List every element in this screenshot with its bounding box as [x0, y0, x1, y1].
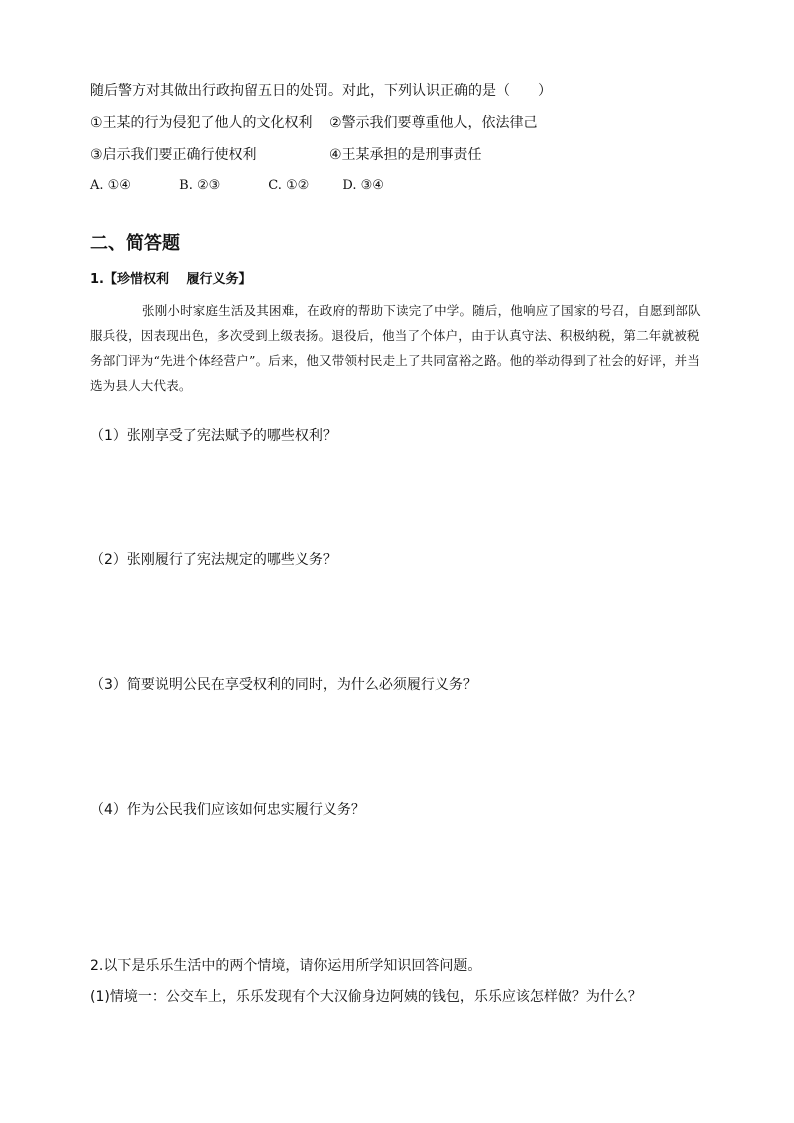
q2-sub1: (1)情境一：公交车上，乐乐发现有个大汉偷身边阿姨的钱包，乐乐应该怎样做？为什么？ [90, 989, 642, 1005]
option-2: ②警示我们要尊重他人，依法律己 [329, 115, 538, 131]
answer-choices [90, 176, 384, 196]
choice-a: A. ①④ [90, 178, 131, 193]
q1-sub4: （4）作为公民我们应该如何忠实履行义务？ [90, 802, 365, 818]
choice-c: C. ①② [268, 178, 310, 193]
option-3: ③启示我们要正确行使权利 [90, 147, 257, 163]
question-stem: 随后警方对其做出行政拘留五日的处罚。对此，下列认识正确的是（ ） [90, 83, 552, 99]
q1-sub2: （2）张刚履行了宪法规定的哪些义务？ [90, 552, 337, 568]
q1-passage: 张刚小时家庭生活及其困难，在政府的帮助下读完了中学。随后，他响应了国家的号召，自愿到部队服兵役，因表现出色，多次受到上级表扬。退役后，他当了个体户，由于认真守法、积极纳税，第二年就被税务部门评为“先进个体经营户”。后来，他又带领村民走上了共同富裕之路。他的举动得到了社会的好评，并当选为县人大代表。 [90, 303, 701, 393]
q2-stem: 2.以下是乐乐生活中的两个情境，请你运用所学知识回答问题。 [90, 958, 482, 974]
choice-d: D. ③④ [342, 178, 384, 193]
section-heading: 二、简答题 [90, 233, 180, 254]
q1-sub1: （1）张刚享受了宪法赋予的哪些权利？ [90, 428, 337, 444]
q1-sub3: （3）简要说明公民在享受权利的同时，为什么必须履行义务？ [90, 677, 477, 693]
q1-title: 1.【珍惜权利 履行义务】 [90, 272, 252, 287]
choice-b: B. ②③ [179, 178, 221, 193]
option-4: ④王某承担的是刑事责任 [329, 147, 482, 163]
option-1: ①王某的行为侵犯了他人的文化权利 [90, 115, 313, 131]
